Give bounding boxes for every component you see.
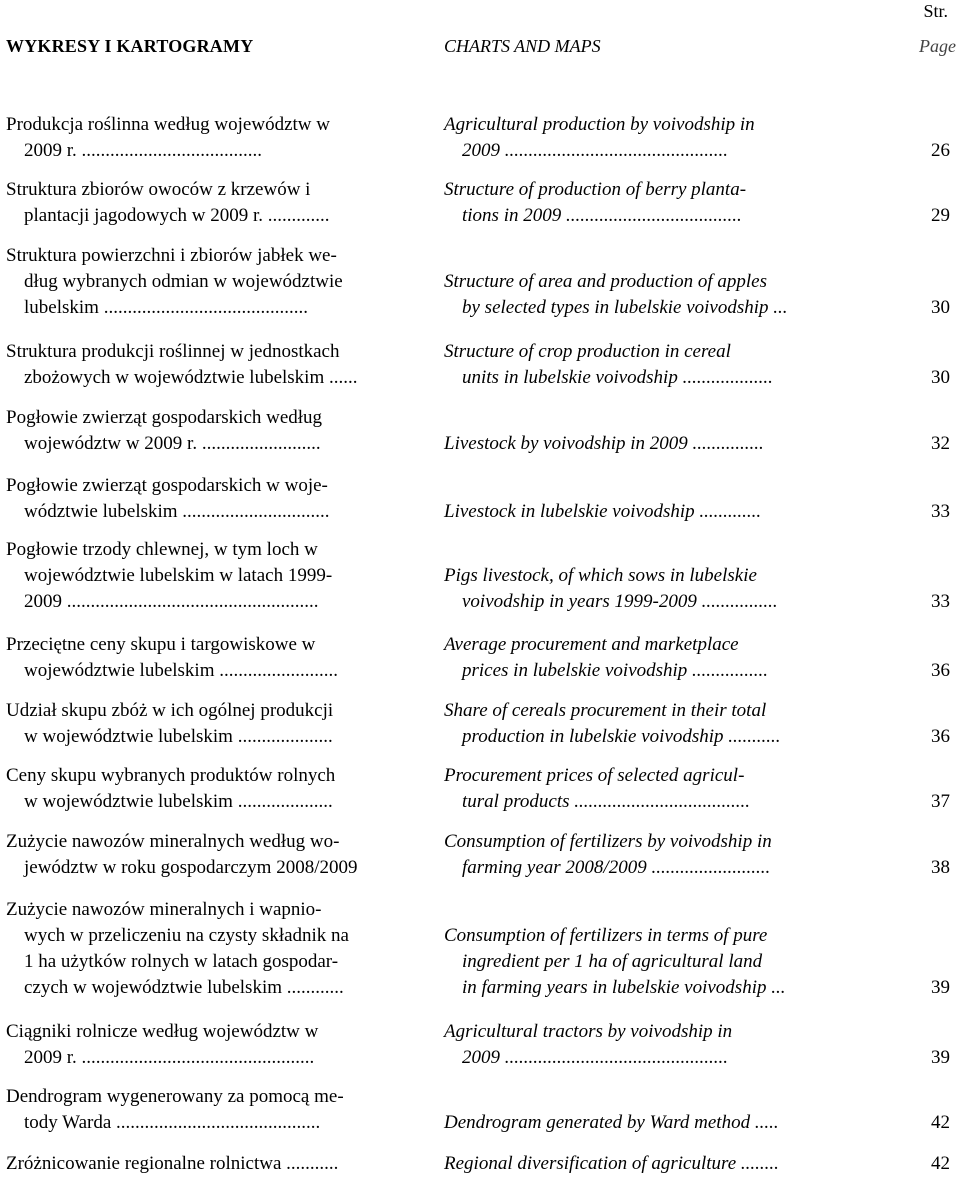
entry-title-en-line: units in lubelskie voivodship ................... [462, 367, 773, 388]
entry-title-en-line: prices in lubelskie voivodship ................ [462, 660, 769, 681]
entry-title-pl-line: Udział skupu zbóż w ich ogólnej produkcji [6, 700, 334, 721]
entry-title-pl-line: Zużycie nawozów mineralnych i wapnio- [6, 899, 322, 920]
entry-title-pl-line: Struktura powierzchni i zbiorów jabłek we- [6, 245, 337, 266]
entry-title-en [444, 563, 864, 615]
entry-page-number: 33 [931, 501, 950, 522]
entry-title-pl [6, 897, 426, 1001]
entry-title-pl-line: wództwie lubelskim ............................... [24, 501, 330, 522]
entry-title-en [444, 431, 864, 457]
entry-title-en-line: farming year 2008/2009 ......................... [462, 857, 771, 878]
entry-page-number: 39 [931, 977, 950, 998]
entry-title-pl [6, 243, 426, 321]
entry-title-en-line: Structure of area and production of apples [444, 271, 767, 292]
entry-title-en [444, 1110, 864, 1136]
entry-title-pl-line: województw w 2009 r. ......................... [24, 433, 321, 454]
entry-title-en-line: Agricultural tractors by voivodship in [444, 1021, 733, 1042]
entry-title-pl-line: Struktura produkcji roślinnej w jednostkach [6, 341, 340, 362]
entry-title-en [444, 923, 864, 1001]
entry-page-number: 32 [931, 433, 950, 454]
entry-title-en [444, 1019, 864, 1071]
entry-title-pl [6, 763, 426, 815]
entry-title-en-line: 2009 ............................................... [462, 140, 728, 161]
entry-title-pl-line: Zużycie nawozów mineralnych według wo- [6, 831, 340, 852]
entry-title-pl [6, 339, 426, 391]
entry-title-en-line: in farming years in lubelskie voivodship ... [462, 977, 786, 998]
entry-page-number: 36 [931, 660, 950, 681]
entry-page-number: 29 [931, 205, 950, 226]
entry-page-number: 42 [931, 1153, 950, 1174]
header-title-en: CHARTS AND MAPS [444, 36, 601, 56]
entry-title-pl-line: dług wybranych odmian w województwie [24, 271, 343, 292]
entry-title-en-line: Consumption of fertilizers in terms of pure [444, 925, 768, 946]
entry-title-pl [6, 177, 426, 229]
entry-title-pl-line: województwie lubelskim w latach 1999- [24, 565, 333, 586]
entry-title-en-line: voivodship in years 1999-2009 ................ [462, 591, 778, 612]
entry-page-number: 30 [931, 297, 950, 318]
entry-title-pl [6, 473, 426, 525]
entry-title-pl-line: Pogłowie trzody chlewnej, w tym loch w [6, 539, 318, 560]
entry-title-en [444, 1151, 864, 1177]
entry-title-en [444, 763, 864, 815]
entry-title-en-line: Structure of crop production in cereal [444, 341, 731, 362]
entry-title-en-line: Livestock in lubelskie voivodship ............. [444, 501, 762, 522]
entry-page-number: 42 [931, 1112, 950, 1133]
entry-title-en-line: Pigs livestock, of which sows in lubelskie [444, 565, 757, 586]
header-title-pl: WYKRESY I KARTOGRAMY [6, 36, 254, 56]
entry-title-pl-line: 1 ha użytków rolnych w latach gospodar- [24, 951, 339, 972]
entry-title-pl-line: zbożowych w województwie lubelskim ...... [24, 367, 358, 388]
entry-title-pl [6, 1019, 426, 1071]
entry-title-en-line: Average procurement and marketplace [444, 634, 739, 655]
entry-title-pl-line: Przeciętne ceny skupu i targowiskowe w [6, 634, 316, 655]
entry-title-pl [6, 829, 426, 881]
entry-title-en [444, 499, 864, 525]
entry-title-pl [6, 1084, 426, 1136]
entry-title-pl [6, 537, 426, 615]
entry-title-en-line: tions in 2009 ..................................... [462, 205, 742, 226]
entry-title-pl-line: tody Warda ........................................... [24, 1112, 321, 1133]
entry-page-number: 30 [931, 367, 950, 388]
entry-title-en-line: Livestock by voivodship in 2009 ............... [444, 433, 764, 454]
entry-page-number: 37 [931, 791, 950, 812]
entry-title-en [444, 112, 864, 164]
header-page-label: Page [919, 36, 956, 56]
entry-page-number: 39 [931, 1047, 950, 1068]
entry-title-pl-line: 2009 ..................................................... [24, 591, 319, 612]
entry-title-pl-line: lubelskim ........................................... [24, 297, 308, 318]
entry-page-number: 33 [931, 591, 950, 612]
entry-title-pl [6, 405, 426, 457]
entry-title-en [444, 632, 864, 684]
section-header [0, 34, 960, 58]
entry-title-pl-line: w województwie lubelskim .................... [24, 726, 333, 747]
entry-title-en [444, 269, 864, 321]
entry-title-en [444, 339, 864, 391]
entry-title-pl [6, 1151, 426, 1177]
entry-title-pl-line: Produkcja roślinna według województw w [6, 114, 330, 135]
entry-title-en [444, 829, 864, 881]
entry-title-pl-line: Ceny skupu wybranych produktów rolnych [6, 765, 336, 786]
entry-title-en-line: Procurement prices of selected agricul- [444, 765, 745, 786]
entry-title-en-line: ingredient per 1 ha of agricultural land [462, 951, 763, 972]
entry-title-pl-line: województwie lubelskim ......................... [24, 660, 338, 681]
entry-title-pl-line: Ciągniki rolnicze według województw w [6, 1021, 319, 1042]
entry-title-pl [6, 112, 426, 164]
entry-title-pl-line: Pogłowie zwierząt gospodarskich według [6, 407, 323, 428]
entry-title-en-line: Dendrogram generated by Ward method ..... [444, 1112, 779, 1133]
entry-title-pl-line: Struktura zbiorów owoców z krzewów i [6, 179, 311, 200]
entry-title-pl-line: jewództw w roku gospodarczym 2008/2009 [24, 857, 358, 878]
entry-title-pl [6, 632, 426, 684]
entry-title-en-line: Agricultural production by voivodship in [444, 114, 755, 135]
entry-title-pl-line: Zróżnicowanie regionalne rolnictwa ........... [6, 1153, 339, 1174]
entry-title-pl-line: czych w województwie lubelskim ............ [24, 977, 344, 998]
entry-title-en-line: Consumption of fertilizers by voivodship in [444, 831, 772, 852]
entry-title-pl-line: 2009 r. ...................................... [24, 140, 263, 161]
entry-title-en-line: Structure of production of berry planta- [444, 179, 747, 200]
entry-title-en [444, 698, 864, 750]
entry-title-pl [6, 698, 426, 750]
entry-title-pl-line: Dendrogram wygenerowany za pomocą me- [6, 1086, 344, 1107]
entry-title-pl-line: 2009 r. ................................................. [24, 1047, 315, 1068]
entry-title-en-line: production in lubelskie voivodship ........... [462, 726, 781, 747]
entry-title-pl-line: wych w przeliczeniu na czysty składnik na [24, 925, 349, 946]
entry-title-en-line: by selected types in lubelskie voivodship ... [462, 297, 788, 318]
str-label: Str. [923, 1, 948, 21]
entry-title-pl-line: w województwie lubelskim .................... [24, 791, 333, 812]
entry-title-en-line: Share of cereals procurement in their total [444, 700, 767, 721]
entry-title-pl-line: Pogłowie zwierząt gospodarskich w woje- [6, 475, 328, 496]
entry-title-en-line: tural products ..................................... [462, 791, 750, 812]
entry-title-en-line: 2009 ............................................... [462, 1047, 728, 1068]
entry-title-en [444, 177, 864, 229]
entry-page-number: 38 [931, 857, 950, 878]
entry-title-en-line: Regional diversification of agriculture ........ [444, 1153, 779, 1174]
entry-page-number: 26 [931, 140, 950, 161]
entry-page-number: 36 [931, 726, 950, 747]
entry-title-pl-line: plantacji jagodowych w 2009 r. ............. [24, 205, 330, 226]
